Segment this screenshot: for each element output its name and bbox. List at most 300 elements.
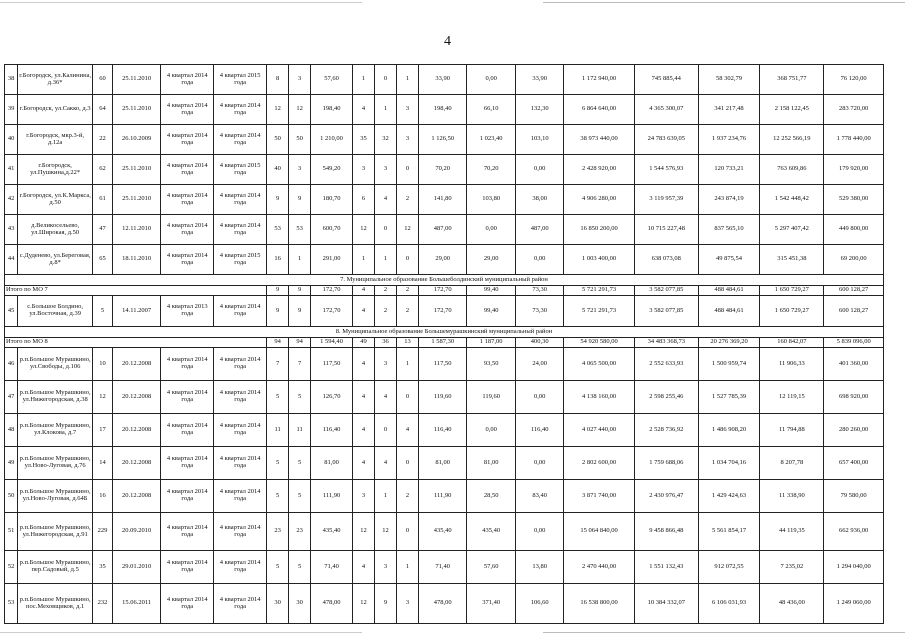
cell-c18: 1 937 234,76 <box>698 125 760 155</box>
cell-c20: 401 360,00 <box>824 348 884 381</box>
cell-c9: 172,70 <box>311 296 353 327</box>
cell-c16: 4 138 160,00 <box>564 381 634 414</box>
cell-c11: 3 <box>374 155 396 185</box>
total-row <box>5 338 884 348</box>
cell-c8: 1 <box>289 245 311 275</box>
cell-c7: 11 <box>267 414 289 447</box>
cell-c14: 0,00 <box>467 65 515 95</box>
cell-c7: 7 <box>267 348 289 381</box>
cell-c19: 11 794,88 <box>760 414 824 447</box>
cell-c18: 1 486 908,20 <box>698 414 760 447</box>
cell-c3: 16 <box>93 480 113 513</box>
cell-c20: 79 580,00 <box>824 480 884 513</box>
cell-c20: 449 800,00 <box>824 215 884 245</box>
total-c10: 4 <box>352 286 374 296</box>
cell-c11: 0 <box>374 215 396 245</box>
cell-c11: 4 <box>374 447 396 480</box>
cell-c19: 1 542 448,42 <box>760 185 824 215</box>
cell-c10: 12 <box>352 215 374 245</box>
cell-c9: 1 210,00 <box>311 125 353 155</box>
cell-c8: 30 <box>289 584 311 624</box>
cell-c11: 3 <box>374 551 396 584</box>
total-c15: 400,30 <box>515 338 563 348</box>
cell-c7: 9 <box>267 185 289 215</box>
cell-c9: 549,20 <box>311 155 353 185</box>
cell-c19: 5 297 407,42 <box>760 215 824 245</box>
section-header-row <box>5 327 884 338</box>
cell-addr: г.Богородск, ул.Пушкина,д.22* <box>18 155 93 185</box>
cell-c18: 6 106 031,93 <box>698 584 760 624</box>
cell-c13: 1 126,50 <box>419 125 467 155</box>
cell-q1: 4 квартал 2014 года <box>161 447 214 480</box>
total-c17: 3 582 077,85 <box>634 286 698 296</box>
cell-n: 53 <box>5 584 18 624</box>
cell-c13: 198,40 <box>419 95 467 125</box>
cell-c20: 1 778 440,00 <box>824 125 884 155</box>
cell-c8: 5 <box>289 480 311 513</box>
cell-addr: р.п.Большое Мурашкино, ул.Свободы, д.106 <box>18 348 93 381</box>
total-c12: 13 <box>396 338 418 348</box>
cell-q1: 4 квартал 2014 года <box>161 551 214 584</box>
table-row <box>5 480 884 513</box>
cell-c17: 3 582 077,85 <box>634 296 698 327</box>
total-c9: 172,70 <box>311 286 353 296</box>
cell-c9: 435,40 <box>311 513 353 551</box>
cell-c18: 243 874,19 <box>698 185 760 215</box>
cell-c13: 119,60 <box>419 381 467 414</box>
cell-c10: 1 <box>352 245 374 275</box>
total-c8: 9 <box>289 286 311 296</box>
cell-addr: г.Богородск, ул.Сакко, д.3 <box>18 95 93 125</box>
table-row <box>5 65 884 95</box>
cell-c10: 1 <box>352 65 374 95</box>
cell-date: 20.12.2008 <box>112 480 160 513</box>
cell-addr: с.Дуденево, ул.Береговая, д.8* <box>18 245 93 275</box>
cell-c7: 12 <box>267 95 289 125</box>
cell-c9: 600,70 <box>311 215 353 245</box>
cell-c10: 12 <box>352 513 374 551</box>
cell-c11: 1 <box>374 480 396 513</box>
total-c18: 20 276 369,20 <box>698 338 760 348</box>
cell-c12: 4 <box>396 414 418 447</box>
cell-c17: 24 783 639,05 <box>634 125 698 155</box>
cell-addr: р.п.Большое Мурашкино, ул.Ново-Луговая, д.76 <box>18 447 93 480</box>
table-body-bottom <box>5 348 884 624</box>
cell-c9: 116,40 <box>311 414 353 447</box>
cell-c16: 1 003 400,00 <box>564 245 634 275</box>
cell-c15: 0,00 <box>515 381 563 414</box>
table-row <box>5 551 884 584</box>
cell-n: 43 <box>5 215 18 245</box>
cell-c9: 198,40 <box>311 95 353 125</box>
section-mo7 <box>5 275 884 286</box>
cell-c10: 35 <box>352 125 374 155</box>
cell-c12: 12 <box>396 215 418 245</box>
cell-q1: 4 квартал 2014 года <box>161 381 214 414</box>
cell-n: 38 <box>5 65 18 95</box>
cell-q1: 4 квартал 2014 года <box>161 185 214 215</box>
cell-c19: 368 751,77 <box>760 65 824 95</box>
table-row <box>5 381 884 414</box>
cell-n: 46 <box>5 348 18 381</box>
cell-c10: 4 <box>352 551 374 584</box>
cell-c17: 2 552 633,93 <box>634 348 698 381</box>
cell-addr: р.п.Большое Мурашкино, ул.Клокова, д.7 <box>18 414 93 447</box>
total-c20: 5 839 096,00 <box>824 338 884 348</box>
cell-n: 49 <box>5 447 18 480</box>
cell-c14: 57,60 <box>467 551 515 584</box>
total-c10: 49 <box>352 338 374 348</box>
cell-c18: 837 565,10 <box>698 215 760 245</box>
cell-c19: 2 158 122,45 <box>760 95 824 125</box>
cell-c7: 9 <box>267 296 289 327</box>
cell-c20: 1 294 040,00 <box>824 551 884 584</box>
cell-c17: 638 073,08 <box>634 245 698 275</box>
cell-date: 25.11.2010 <box>112 155 160 185</box>
cell-c10: 4 <box>352 414 374 447</box>
cell-addr: р.п.Большое Мурашкино, ул.Ново-Луговая, д.64Б <box>18 480 93 513</box>
cell-c7: 40 <box>267 155 289 185</box>
cell-c14: 70,20 <box>467 155 515 185</box>
cell-c20: 529 380,00 <box>824 185 884 215</box>
cell-c8: 5 <box>289 447 311 480</box>
cell-date: 15.06.2011 <box>112 584 160 624</box>
cell-q1: 4 квартал 2014 года <box>161 480 214 513</box>
cell-c15: 0,00 <box>515 245 563 275</box>
cell-c3: 60 <box>93 65 113 95</box>
cell-q2: 4 квартал 2014 года <box>214 381 267 414</box>
cell-c17: 745 885,44 <box>634 65 698 95</box>
cell-c3: 47 <box>93 215 113 245</box>
total-mo7 <box>5 286 884 296</box>
cell-c17: 1 551 132,43 <box>634 551 698 584</box>
cell-c14: 93,50 <box>467 348 515 381</box>
cell-c18: 341 217,48 <box>698 95 760 125</box>
total-label: Итого по МО 8 <box>5 338 267 348</box>
cell-c20: 600 128,27 <box>824 296 884 327</box>
cell-c7: 50 <box>267 125 289 155</box>
cell-c19: 1 650 729,27 <box>760 296 824 327</box>
cell-c16: 15 064 840,00 <box>564 513 634 551</box>
cell-q2: 4 квартал 2015 года <box>214 155 267 185</box>
cell-c13: 172,70 <box>419 296 467 327</box>
cell-c20: 698 920,00 <box>824 381 884 414</box>
scan-edge-bottom <box>0 632 905 633</box>
cell-c12: 2 <box>396 296 418 327</box>
cell-date: 26.10.2009 <box>112 125 160 155</box>
table-row <box>5 513 884 551</box>
cell-c16: 4 027 440,00 <box>564 414 634 447</box>
cell-date: 18.11.2010 <box>112 245 160 275</box>
cell-c3: 17 <box>93 414 113 447</box>
cell-date: 14.11.2007 <box>112 296 160 327</box>
cell-c17: 2 528 736,92 <box>634 414 698 447</box>
cell-c8: 3 <box>289 155 311 185</box>
cell-c12: 2 <box>396 480 418 513</box>
cell-c18: 488 484,61 <box>698 296 760 327</box>
cell-c13: 81,00 <box>419 447 467 480</box>
cell-c19: 763 609,86 <box>760 155 824 185</box>
cell-c8: 5 <box>289 551 311 584</box>
cell-c16: 1 172 940,00 <box>564 65 634 95</box>
cell-q2: 4 квартал 2015 года <box>214 65 267 95</box>
cell-c14: 1 023,40 <box>467 125 515 155</box>
cell-c20: 283 720,00 <box>824 95 884 125</box>
cell-date: 25.11.2010 <box>112 185 160 215</box>
cell-c12: 0 <box>396 447 418 480</box>
cell-c18: 1 500 959,74 <box>698 348 760 381</box>
total-c17: 34 483 368,73 <box>634 338 698 348</box>
cell-q1: 4 квартал 2014 года <box>161 584 214 624</box>
cell-c7: 5 <box>267 551 289 584</box>
cell-c17: 1 544 576,93 <box>634 155 698 185</box>
cell-c10: 12 <box>352 584 374 624</box>
cell-c3: 14 <box>93 447 113 480</box>
cell-q2: 4 квартал 2014 года <box>214 348 267 381</box>
cell-c13: 33,90 <box>419 65 467 95</box>
cell-c15: 487,00 <box>515 215 563 245</box>
cell-c20: 657 400,00 <box>824 447 884 480</box>
cell-c13: 111,90 <box>419 480 467 513</box>
cell-q2: 4 квартал 2015 года <box>214 245 267 275</box>
cell-q2: 4 квартал 2014 года <box>214 551 267 584</box>
table-row <box>5 584 884 624</box>
cell-c7: 53 <box>267 215 289 245</box>
cell-date: 20.12.2008 <box>112 447 160 480</box>
cell-c15: 106,60 <box>515 584 563 624</box>
cell-c12: 0 <box>396 155 418 185</box>
table-row <box>5 95 884 125</box>
cell-c7: 5 <box>267 447 289 480</box>
cell-c11: 1 <box>374 95 396 125</box>
cell-c16: 3 871 740,00 <box>564 480 634 513</box>
cell-c15: 38,00 <box>515 185 563 215</box>
page-number: 4 <box>444 34 451 49</box>
cell-n: 51 <box>5 513 18 551</box>
cell-n: 39 <box>5 95 18 125</box>
cell-addr: р.п.Большое Мурашкино, ул.Нижегородская, д.91 <box>18 513 93 551</box>
cell-n: 47 <box>5 381 18 414</box>
cell-c10: 4 <box>352 447 374 480</box>
cell-q1: 4 квартал 2014 года <box>161 95 214 125</box>
cell-c15: 83,40 <box>515 480 563 513</box>
cell-n: 44 <box>5 245 18 275</box>
cell-c17: 9 458 866,48 <box>634 513 698 551</box>
total-row <box>5 286 884 296</box>
cell-date: 25.11.2010 <box>112 65 160 95</box>
total-c9: 1 594,40 <box>311 338 353 348</box>
cell-date: 29.01.2010 <box>112 551 160 584</box>
cell-c7: 5 <box>267 381 289 414</box>
cell-addr: д.Великосельево, ул.Широкая, д.50 <box>18 215 93 245</box>
cell-c18: 1 527 785,39 <box>698 381 760 414</box>
cell-n: 48 <box>5 414 18 447</box>
cell-c17: 3 119 957,39 <box>634 185 698 215</box>
cell-n: 52 <box>5 551 18 584</box>
cell-c12: 1 <box>396 65 418 95</box>
cell-c15: 103,10 <box>515 125 563 155</box>
cell-c18: 5 561 854,17 <box>698 513 760 551</box>
cell-q1: 4 квартал 2014 года <box>161 155 214 185</box>
cell-c14: 119,60 <box>467 381 515 414</box>
total-c13: 172,70 <box>419 286 467 296</box>
cell-c20: 76 120,00 <box>824 65 884 95</box>
cell-c13: 70,20 <box>419 155 467 185</box>
cell-addr: р.п.Большое Мурашкино, пер.Садовый, д.5 <box>18 551 93 584</box>
cell-c17: 4 365 300,07 <box>634 95 698 125</box>
total-c16: 54 920 580,00 <box>564 338 634 348</box>
cell-c11: 4 <box>374 185 396 215</box>
cell-c7: 16 <box>267 245 289 275</box>
cell-c10: 3 <box>352 155 374 185</box>
cell-c18: 1 034 704,16 <box>698 447 760 480</box>
cell-c3: 65 <box>93 245 113 275</box>
cell-c7: 8 <box>267 65 289 95</box>
table-row <box>5 348 884 381</box>
cell-c10: 4 <box>352 348 374 381</box>
cell-addr: р.п.Большое Мурашкино, ул.Нижегородская, д.38 <box>18 381 93 414</box>
cell-date: 20.12.2008 <box>112 381 160 414</box>
cell-c10: 4 <box>352 381 374 414</box>
cell-c14: 103,80 <box>467 185 515 215</box>
cell-c3: 64 <box>93 95 113 125</box>
cell-c8: 50 <box>289 125 311 155</box>
cell-c10: 4 <box>352 296 374 327</box>
cell-c15: 132,30 <box>515 95 563 125</box>
cell-c16: 6 864 640,00 <box>564 95 634 125</box>
total-c20: 600 128,27 <box>824 286 884 296</box>
cell-c19: 12 252 566,19 <box>760 125 824 155</box>
cell-c8: 7 <box>289 348 311 381</box>
cell-q1: 4 квартал 2014 года <box>161 245 214 275</box>
cell-c9: 71,40 <box>311 551 353 584</box>
cell-c20: 280 260,00 <box>824 414 884 447</box>
total-c11: 36 <box>374 338 396 348</box>
cell-c14: 435,40 <box>467 513 515 551</box>
cell-c3: 22 <box>93 125 113 155</box>
cell-c9: 180,70 <box>311 185 353 215</box>
cell-q2: 4 квартал 2014 года <box>214 95 267 125</box>
cell-c18: 1 429 424,63 <box>698 480 760 513</box>
cell-q2: 4 квартал 2014 года <box>214 125 267 155</box>
cell-c7: 30 <box>267 584 289 624</box>
table-row <box>5 155 884 185</box>
cell-c11: 4 <box>374 381 396 414</box>
cell-c20: 1 249 060,00 <box>824 584 884 624</box>
cell-c13: 116,40 <box>419 414 467 447</box>
cell-c17: 2 598 255,46 <box>634 381 698 414</box>
cell-q1: 4 квартал 2014 года <box>161 125 214 155</box>
cell-c12: 0 <box>396 381 418 414</box>
cell-q1: 4 квартал 2014 года <box>161 348 214 381</box>
total-c19: 1 650 729,27 <box>760 286 824 296</box>
program-table <box>4 64 884 624</box>
cell-c14: 0,00 <box>467 215 515 245</box>
cell-c15: 0,00 <box>515 155 563 185</box>
cell-q2: 4 квартал 2014 года <box>214 584 267 624</box>
total-c7: 9 <box>267 286 289 296</box>
cell-q2: 4 квартал 2014 года <box>214 185 267 215</box>
cell-addr: р.п.Большое Мурашкино, пос.Меховщиков, д.1 <box>18 584 93 624</box>
table-row <box>5 245 884 275</box>
cell-c11: 0 <box>374 414 396 447</box>
cell-c14: 29,00 <box>467 245 515 275</box>
cell-addr: г.Богородск, ул.Калинина, д.36* <box>18 65 93 95</box>
cell-c15: 0,00 <box>515 447 563 480</box>
cell-c3: 61 <box>93 185 113 215</box>
cell-c18: 912 072,55 <box>698 551 760 584</box>
cell-c16: 4 906 280,00 <box>564 185 634 215</box>
cell-c17: 10 384 332,07 <box>634 584 698 624</box>
total-c18: 488 484,61 <box>698 286 760 296</box>
table-body-mo7 <box>5 296 884 327</box>
cell-c14: 28,50 <box>467 480 515 513</box>
cell-n: 42 <box>5 185 18 215</box>
cell-c13: 71,40 <box>419 551 467 584</box>
cell-c9: 117,50 <box>311 348 353 381</box>
cell-q2: 4 квартал 2014 года <box>214 414 267 447</box>
table-row <box>5 296 884 327</box>
cell-q2: 4 квартал 2014 года <box>214 513 267 551</box>
cell-c9: 126,70 <box>311 381 353 414</box>
cell-c3: 12 <box>93 381 113 414</box>
cell-q2: 4 квартал 2014 года <box>214 215 267 245</box>
cell-c19: 11 338,90 <box>760 480 824 513</box>
cell-date: 20.09.2010 <box>112 513 160 551</box>
cell-n: 45 <box>5 296 18 327</box>
cell-c15: 73,30 <box>515 296 563 327</box>
total-c13: 1 587,30 <box>419 338 467 348</box>
total-mo8 <box>5 338 884 348</box>
cell-q1: 4 квартал 2014 года <box>161 513 214 551</box>
cell-c3: 5 <box>93 296 113 327</box>
cell-c9: 81,00 <box>311 447 353 480</box>
cell-c9: 57,60 <box>311 65 353 95</box>
cell-c19: 315 451,38 <box>760 245 824 275</box>
total-c14: 1 187,00 <box>467 338 515 348</box>
cell-c3: 62 <box>93 155 113 185</box>
cell-c11: 0 <box>374 65 396 95</box>
cell-c8: 23 <box>289 513 311 551</box>
cell-c10: 4 <box>352 95 374 125</box>
cell-c18: 49 875,54 <box>698 245 760 275</box>
total-c11: 2 <box>374 286 396 296</box>
cell-c12: 2 <box>396 185 418 215</box>
table-row <box>5 414 884 447</box>
cell-c16: 2 428 920,00 <box>564 155 634 185</box>
cell-c16: 16 850 200,00 <box>564 215 634 245</box>
cell-c9: 478,00 <box>311 584 353 624</box>
cell-c10: 6 <box>352 185 374 215</box>
cell-q2: 4 квартал 2014 года <box>214 447 267 480</box>
cell-c14: 0,00 <box>467 414 515 447</box>
cell-c8: 9 <box>289 185 311 215</box>
cell-q1: 4 квартал 2014 года <box>161 215 214 245</box>
cell-c12: 3 <box>396 95 418 125</box>
cell-c19: 11 906,33 <box>760 348 824 381</box>
cell-n: 40 <box>5 125 18 155</box>
cell-n: 50 <box>5 480 18 513</box>
cell-c19: 8 207,78 <box>760 447 824 480</box>
total-c8: 94 <box>289 338 311 348</box>
cell-c13: 117,50 <box>419 348 467 381</box>
cell-c12: 3 <box>396 584 418 624</box>
cell-c12: 3 <box>396 125 418 155</box>
cell-c11: 3 <box>374 348 396 381</box>
cell-addr: с.Большое Болдино, ул.Восточная, д.39 <box>18 296 93 327</box>
total-c16: 5 721 291,73 <box>564 286 634 296</box>
section-title: 7. Муниципальное образование Большеболдинский муниципальный район <box>5 275 884 286</box>
